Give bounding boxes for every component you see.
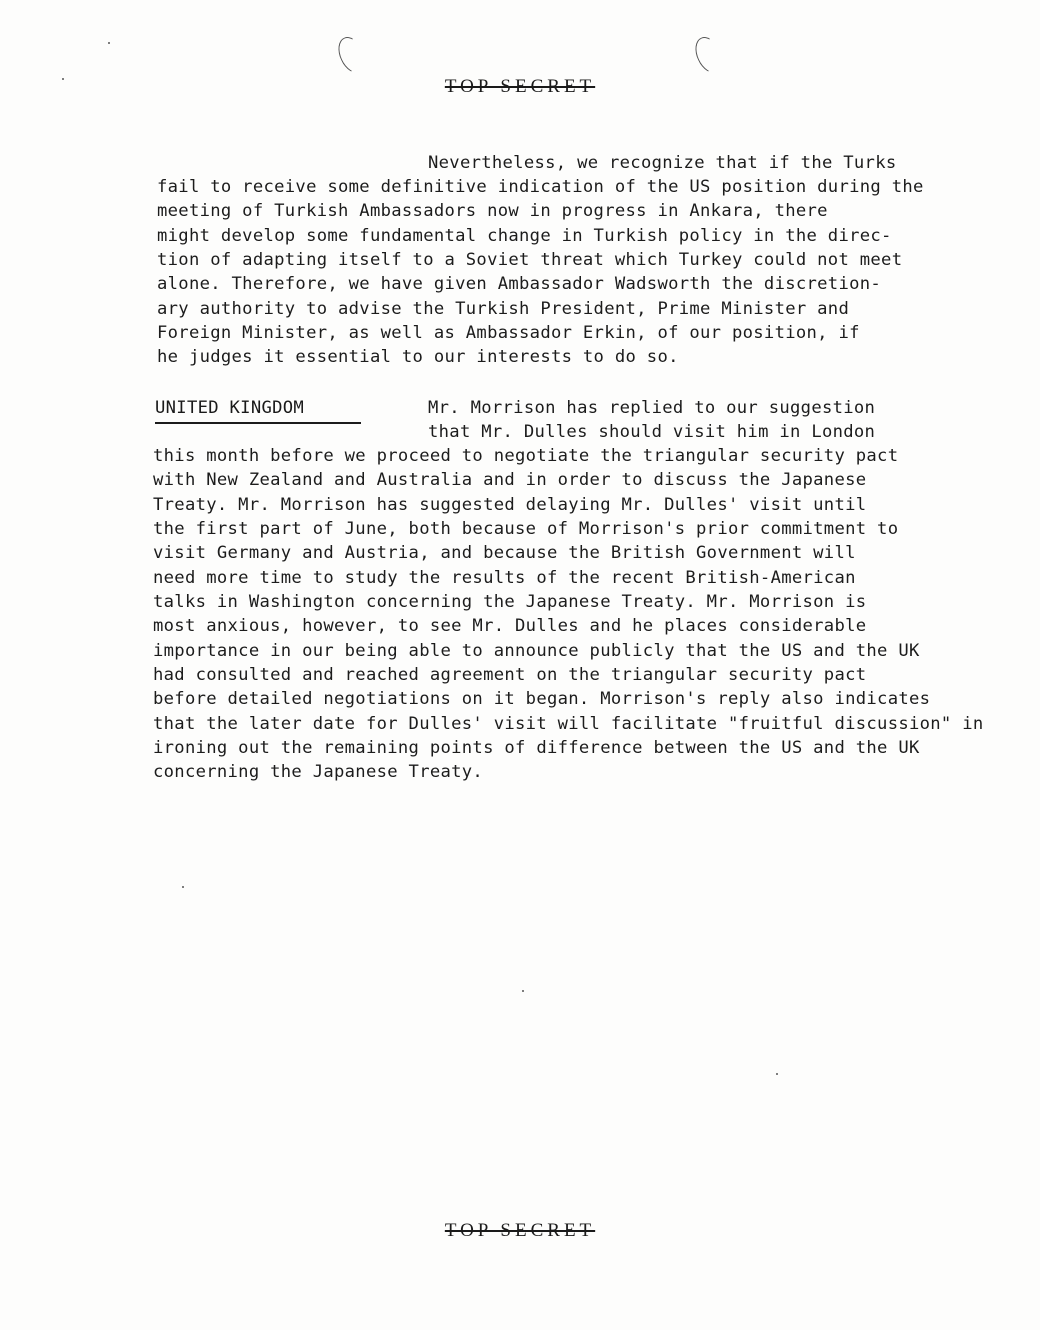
scan-speck bbox=[776, 1073, 778, 1075]
paragraph-line: this month before we proceed to negotiate the triangular security pact bbox=[153, 446, 899, 466]
paragraph-line: meeting of Turkish Ambassadors now in progress in Ankara, there bbox=[157, 201, 828, 221]
paragraph-line: tion of adapting itself to a Soviet threat which Turkey could not meet bbox=[157, 250, 903, 270]
paragraph-line: ironing out the remaining points of difference between the US and the UK bbox=[153, 738, 920, 758]
paragraph-line: Nevertheless, we recognize that if the Turks bbox=[428, 153, 897, 173]
heading-underline bbox=[155, 422, 361, 424]
paragraph-line: he judges it essential to our interests to do so. bbox=[157, 347, 679, 367]
paragraph-line: with New Zealand and Australia and in order to discuss the Japanese bbox=[153, 470, 867, 490]
paragraph-line: might develop some fundamental change in Turkish policy in the direc- bbox=[157, 226, 892, 246]
paragraph-line: had consulted and reached agreement on the triangular security pact bbox=[153, 665, 867, 685]
footer-classification: TOP SECRET bbox=[444, 1220, 596, 1241]
paragraph-line: the first part of June, both because of Morrison's prior commitment to bbox=[153, 519, 899, 539]
punch-hole-right bbox=[690, 33, 728, 78]
scan-speck bbox=[522, 990, 524, 992]
paragraph-line: ary authority to advise the Turkish President, Prime Minister and bbox=[157, 299, 850, 319]
section-heading: UNITED KINGDOM bbox=[155, 398, 305, 418]
paragraph-line: that Mr. Dulles should visit him in London bbox=[428, 422, 876, 442]
paragraph-line: importance in our being able to announce publicly that the US and the UK bbox=[153, 641, 920, 661]
scan-speck bbox=[182, 886, 184, 888]
paragraph-line: Treaty. Mr. Morrison has suggested delaying Mr. Dulles' visit until bbox=[153, 495, 867, 515]
paragraph-line: Mr. Morrison has replied to our suggestion bbox=[428, 398, 876, 418]
paragraph-line: visit Germany and Austria, and because the British Government will bbox=[153, 543, 856, 563]
paragraph-line: before detailed negotiations on it began. Morrison's reply also indicates bbox=[153, 689, 931, 709]
punch-hole-left bbox=[333, 33, 371, 78]
paragraph-line: concerning the Japanese Treaty. bbox=[153, 762, 484, 782]
paragraph-line: alone. Therefore, we have given Ambassador Wadsworth the discretion- bbox=[157, 274, 882, 294]
scan-speck bbox=[62, 78, 64, 80]
paragraph-line: need more time to study the results of the recent British-American bbox=[153, 568, 856, 588]
paragraph-line: Foreign Minister, as well as Ambassador Erkin, of our position, if bbox=[157, 323, 860, 343]
header-classification: TOP SECRET bbox=[444, 76, 596, 97]
scan-speck bbox=[108, 42, 110, 44]
paragraph-line: that the later date for Dulles' visit will facilitate "fruitful discussion" in bbox=[153, 714, 984, 734]
paragraph-line: talks in Washington concerning the Japanese Treaty. Mr. Morrison is bbox=[153, 592, 867, 612]
paragraph-line: most anxious, however, to see Mr. Dulles and he places considerable bbox=[153, 616, 867, 636]
paragraph-line: fail to receive some definitive indication of the US position during the bbox=[157, 177, 924, 197]
